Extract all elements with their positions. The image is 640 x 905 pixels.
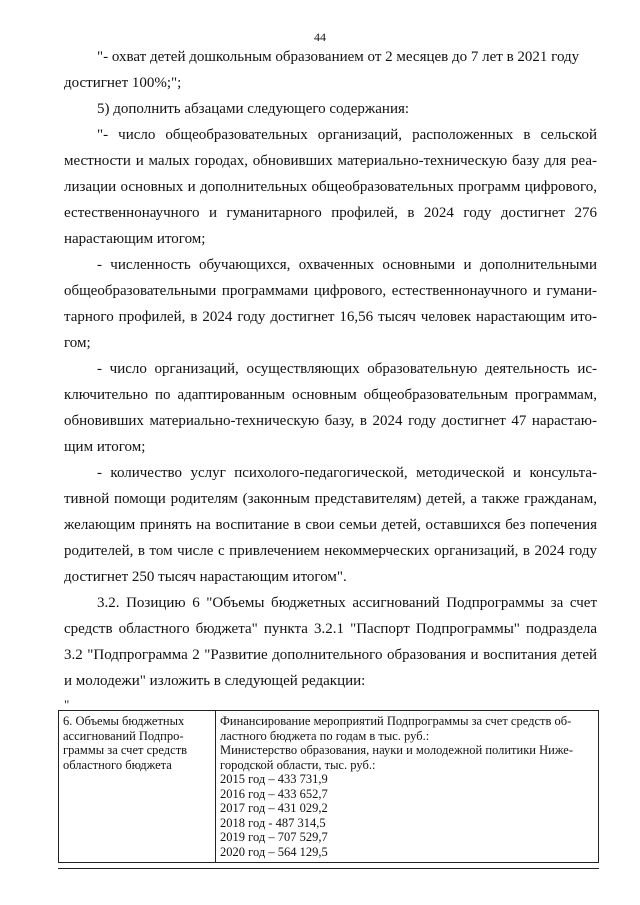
year-line: 2018 год - 487 314,5 (220, 815, 326, 830)
paragraph-line: достигнет 100%;"; (64, 75, 182, 91)
content-line: городской области, тыс. руб.: (220, 757, 376, 772)
paragraph-line: 5) дополнить абзацами следующего содержания: (97, 101, 410, 117)
paragraph-line: "- охват детей дошкольным образованием от 2 месяцев до 7 лет в 2021 году (97, 49, 580, 65)
paragraph-line: средств областного бюджета" пункта 3.2.1 "Паспорт Подпрограммы" подраздела (64, 621, 597, 637)
content-line: ластного бюджета по годам в тыс. руб.: (220, 728, 430, 743)
paragraph-line: - численность обучающихся, охваченных основными и дополнительными (97, 257, 597, 273)
year-line: 2019 год – 707 529,7 (220, 830, 328, 844)
page-number: 44 (314, 30, 326, 44)
paragraph-line: 3.2 "Подпрограмма 2 "Развитие дополнительного образования и воспитания детей (64, 647, 597, 663)
paragraph-line: гом; (64, 335, 91, 351)
paragraph-line: и молодежи" изложить в следующей редакции: (64, 673, 366, 689)
paragraph-line: общеобразовательными программами цифрового, естественнонаучного и гумани- (64, 283, 597, 299)
paragraph-line: 3.2. Позицию 6 "Объемы бюджетных ассигнований Подпрограммы за счет (97, 595, 597, 611)
paragraph-line: обновивших материально-техническую базу, в 2024 году достигнет 47 нарастаю- (64, 413, 597, 429)
label-line: ассигнований Подпро- (63, 728, 184, 743)
paragraph-line: желающим принять на воспитание в свои семьи детей, оставшихся без попечения (64, 517, 597, 533)
table-content-cell (216, 711, 599, 863)
content-line: Финансирование мероприятий Подпрограммы за счет средств об- (220, 714, 572, 728)
paragraph-line: - число организаций, осуществляющих образовательную деятельность ис- (97, 361, 597, 377)
budget-table (58, 710, 599, 863)
paragraph-line: нарастающим итогом; (64, 231, 206, 247)
year-line: 2017 год – 431 029,2 (220, 801, 328, 815)
table-bottom-border (58, 868, 599, 869)
label-line: областного бюджета (63, 757, 172, 772)
paragraph-line: - количество услуг психолого-педагогической, методической и консульта- (97, 465, 597, 481)
paragraph-line: "- число общеобразовательных организаций, расположенных в сельской (97, 127, 597, 143)
table-label-cell (59, 711, 216, 863)
paragraph-line: достигнет 250 тысяч нарастающим итогом". (64, 569, 347, 585)
paragraph-line: родителей, в том числе с привлечением некоммерческих организаций, в 2024 году (64, 543, 597, 559)
paragraph-line: лизации основных и дополнительных общеобразовательных программ цифрового, (64, 179, 597, 195)
paragraph-line: ключительно по адаптированным основным общеобразовательным программам, (64, 387, 597, 403)
year-line: 2020 год – 564 129,5 (220, 844, 328, 859)
year-line: 2016 год – 433 652,7 (220, 786, 328, 801)
content-line: Министерство образования, науки и молодежной политики Ниже- (220, 743, 573, 757)
paragraph-line: тарного профилей, в 2024 году достигнет 16,56 тысяч человек нарастающим ито- (64, 309, 597, 325)
paragraph-line: тивной помощи родителям (законным представителям) детей, а также гражданам, (64, 491, 597, 507)
opening-quote-mark: " (64, 697, 70, 712)
label-line: 6. Объемы бюджетных (63, 714, 185, 728)
paragraph-line: местности и малых городах, обновивших материально-техническую базу для реа- (64, 153, 597, 169)
paragraph-line: естественнонаучного и гуманитарного профилей, в 2024 году достигнет 276 (64, 205, 597, 221)
label-line: граммы за счет средств (63, 743, 188, 757)
year-line: 2015 год – 433 731,9 (220, 772, 328, 786)
paragraph-line: щим итогом; (64, 439, 146, 455)
table-row (59, 711, 599, 863)
